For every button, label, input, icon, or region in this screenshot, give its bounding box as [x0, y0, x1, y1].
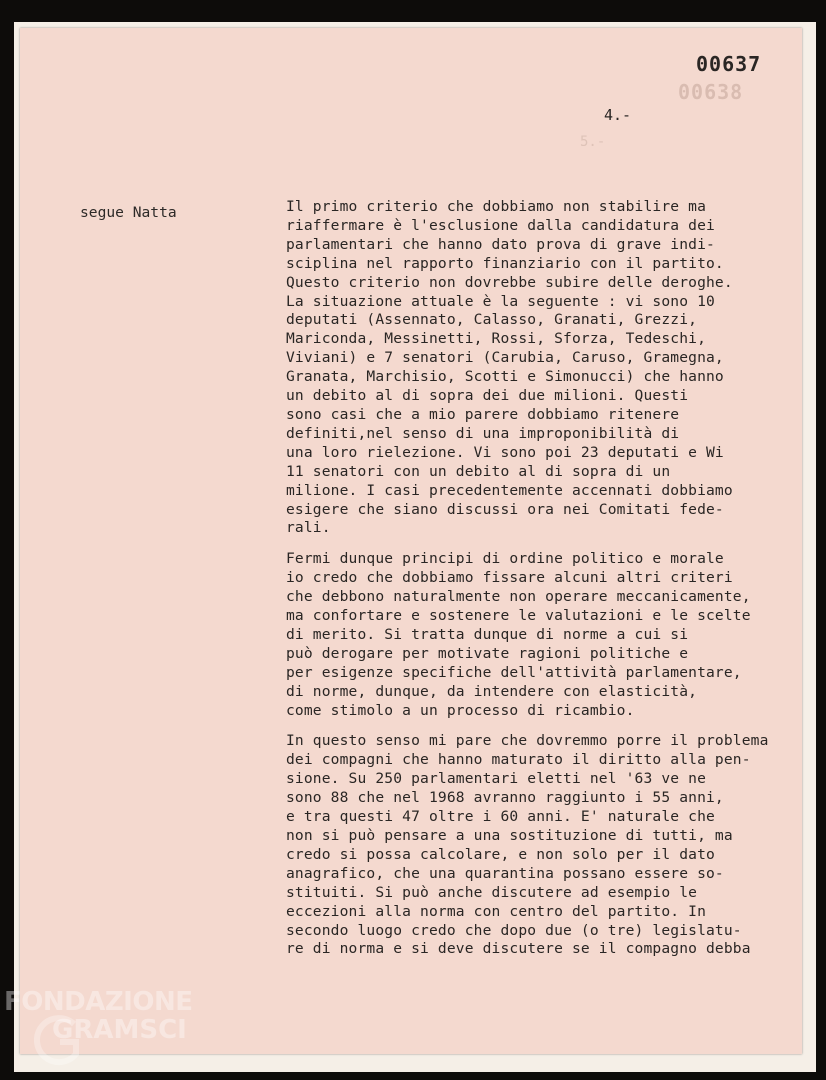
text-line: e tra questi 47 oltre i 60 anni. E' naturale che: [286, 808, 715, 826]
text-line: non si può pensare a una sostituzione di tutti, ma: [286, 827, 733, 844]
watermark-line-2: GRAMSCI: [52, 1015, 187, 1045]
text-line: credo si possa calcolare, e non solo per il dato: [286, 845, 715, 863]
text-line: In questo senso mi pare che dovremmo porre il problema: [286, 732, 769, 750]
text-line: esigere che siano discussi ora nei Comitati fede-: [286, 500, 724, 518]
text-line: deputati (Assennato, Calasso, Granati, Grezzi,: [286, 311, 698, 329]
text-line: 11 senatori con un debito al di sopra di un: [286, 462, 671, 480]
text-line: Granata, Marchisio, Scotti e Simonucci) che hanno: [286, 368, 724, 386]
paragraph-3: [286, 732, 802, 959]
text-line: come stimolo a un processo di ricambio.: [286, 701, 635, 719]
text-line: definiti,nel senso di una improponibilità di: [286, 424, 680, 442]
text-line: sono casi che a mio parere dobbiamo ritenere: [286, 405, 680, 423]
bleed-through-page: 5.-: [580, 134, 606, 150]
margin-note-speaker: segue Natta: [80, 204, 177, 221]
text-line: ma confortare e sostenere le valutazioni e le scelte: [286, 607, 751, 625]
text-line: parlamentari che hanno dato prova di grave indi-: [286, 235, 715, 253]
text-line: secondo luogo credo che dopo due (o tre) legislatu-: [286, 921, 742, 939]
text-line: sciplina nel rapporto finanziario con il partito.: [286, 254, 724, 272]
text-line: per esigenze specifiche dell'attività parlamentare,: [286, 663, 742, 681]
text-line: sono 88 che nel 1968 avranno raggiunto i 55 anni,: [286, 789, 724, 807]
text-line: Il primo criterio che dobbiamo non stabilire ma: [286, 198, 707, 215]
paragraph-1: [286, 198, 802, 538]
watermark: [4, 988, 192, 1044]
text-line: riaffermare è l'esclusione dalla candidatura dei: [286, 216, 715, 234]
text-line: re di norma e si deve discutere se il compagno debba: [286, 940, 751, 958]
typed-body: [286, 198, 802, 971]
text-line: milione. I casi precedentemente accennati dobbiamo: [286, 481, 733, 499]
page-number: 4.-: [604, 106, 632, 124]
text-line: dei compagni che hanno maturato il diritto alla pen-: [286, 751, 751, 769]
document-page: [20, 28, 802, 1054]
text-line: La situazione attuale è la seguente : vi sono 10: [286, 292, 715, 310]
paragraph-2: [286, 550, 802, 720]
text-line: io credo che dobbiamo fissare alcuni altri criteri: [286, 569, 733, 587]
watermark-line-1: FONDAZIONE: [4, 987, 193, 1017]
bleed-through-number: 00638: [678, 80, 744, 104]
text-line: sione. Su 250 parlamentari eletti nel '63 ve ne: [286, 770, 707, 788]
text-line: Questo criterio non dovrebbe subire delle deroghe.: [286, 273, 733, 291]
text-line: una loro rielezione. Vi sono poi 23 deputati e Wi: [286, 443, 724, 461]
text-line: Mariconda, Messinetti, Rossi, Sforza, Tedeschi,: [286, 330, 707, 348]
document-number: 00637: [696, 52, 762, 76]
text-line: anagrafico, che una quarantina possano essere so-: [286, 864, 724, 882]
text-line: Viviani) e 7 senatori (Carubia, Caruso, Gramegna,: [286, 349, 724, 367]
text-line: un debito al di sopra dei due milioni. Questi: [286, 387, 689, 405]
text-line: stituiti. Si può anche discutere ad esempio le: [286, 883, 698, 901]
text-line: di norme, dunque, da intendere con elasticità,: [286, 682, 698, 700]
text-line: Fermi dunque principi di ordine politico e morale: [286, 550, 724, 568]
text-line: rali.: [286, 519, 331, 537]
text-line: può derogare per motivate ragioni politiche e: [286, 644, 689, 662]
text-line: eccezioni alla norma con centro del partito. In: [286, 902, 707, 920]
text-line: di merito. Si tratta dunque di norme a cui si: [286, 625, 689, 643]
text-line: che debbono naturalmente non operare meccanicamente,: [286, 588, 751, 606]
